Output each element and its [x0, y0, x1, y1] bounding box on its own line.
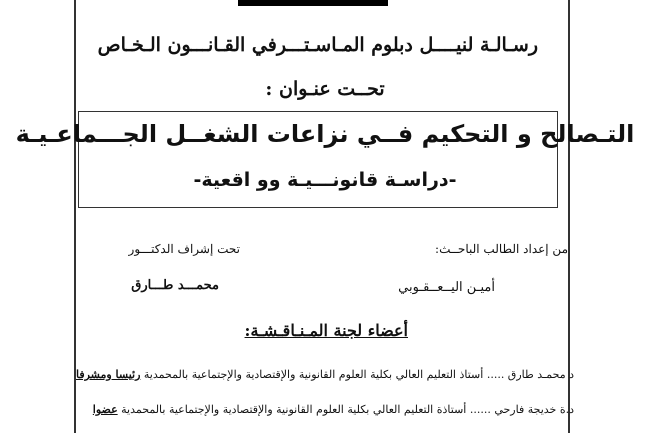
committee-member — [76, 368, 574, 381]
member-description: د محمـد طارق ..... أستاذ التعليم العالي بكلية العلوم القانونية والإقتصادية والإجتماعية بالمحمدية — [140, 368, 574, 381]
member-role: عضوا — [92, 403, 118, 416]
member-role: رئيسا ومشرفا — [76, 368, 141, 381]
student-name: أميـن اليــعــقـوبي — [398, 280, 495, 295]
degree-subtitle: رسـالـة لنيــــل دبلوم المـاسـتـــرفي القـانـــون الـخـاص — [97, 34, 538, 56]
committee-heading: أعضاء لجنة المـنـاقـشـة: — [244, 321, 408, 340]
committee-member — [93, 403, 574, 416]
prepared-by-label: من إعداد الطالب الباحــث: — [435, 242, 568, 256]
supervisor-label: تحت إشراف الدكتـــور — [128, 242, 240, 256]
thesis-title: التـصالح و التحكيم فــي نزاعات الشغــل الجـــماعـيـة — [15, 120, 635, 148]
cut-off-header-text — [238, 0, 388, 6]
under-title-label: تحــت عنـوان : — [265, 78, 385, 100]
supervisor-name: محمـــد طـــارق — [131, 278, 219, 293]
thesis-subtitle: -دراسـة قانونـــيـة وو اقعية- — [193, 169, 457, 191]
member-description: د.ة خديجة فارحي ...... أستاذة التعليم العالي بكلية العلوم القانونية والإقتصادية والإجتماعية بالمحمدية — [117, 403, 574, 416]
